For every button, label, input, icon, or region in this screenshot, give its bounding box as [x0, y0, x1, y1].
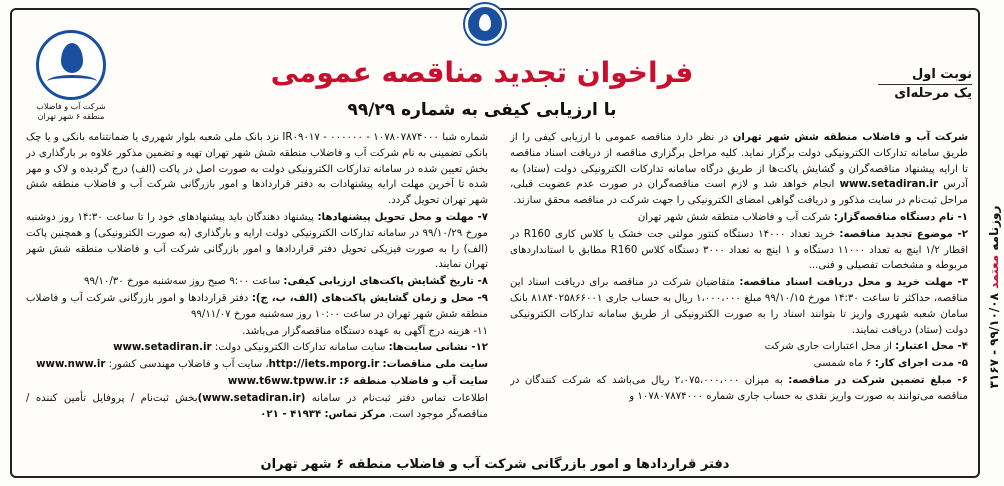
item-6: [510, 373, 968, 405]
item-3-text: متقاضیان شرکت در مناقصه برای دریافت اسناد این مناقصه، حداکثر تا ساعت ۱۴:۳۰ مورخ ۹۹/۱۰/۱۵ مبلغ ۱،۰۰۰،۰۰۰ ریال به حساب جاری ۸۱۸۴۰۲۵۸۶۶۰۰۱ بانک سامان شعبه شهرری واریز تا بتوانند اسناد را به صورت الکترونیکی از طریق سامانه تدارکات الکترونیکی دولت (ستاد) دریافت نمایند.: [510, 277, 968, 336]
item-1: [510, 210, 968, 226]
notice-subtitle: با ارزیابی کیفی به شماره ۹۹/۲۹: [347, 100, 617, 120]
item-3: [510, 275, 968, 338]
item-7-text: پیشنهاد دهندگان باید پیشنهادهای خود را تا ساعت ۱۴:۳۰ روز دوشنبه مورخ ۹۹/۱۰/۲۹ در سامانه تدارکات الکترونیکی دولت ارایه و بارگذاری (به صورت الکترونیکی) و همچنین پاکت (الف) را به صورت فیزیکی تحویل دفتر قراردادها و امور بازرگانی شرکت آب و فاضلاب منطقه شش شهر تهران نمایند.: [26, 211, 488, 271]
item-9: [26, 291, 488, 323]
item-4-label: ۴- محل اعتبار:: [895, 341, 968, 353]
t6ww-site-link[interactable]: www.t6ww.tpww.ir: [227, 375, 336, 387]
site-2-label: سایت ملی مناقصات:: [382, 359, 488, 371]
item-12-label: ۱۲- نشانی سایت‌ها:: [388, 342, 488, 354]
stage-round: نوبت اول: [911, 67, 972, 82]
notice-frame: [10, 8, 980, 478]
intro-company: شرکت آب و فاضلاب منطقه شش شهر تهران: [732, 132, 968, 143]
item-6-text: به میزان ۲،۰۷۵،۰۰۰،۰۰۰ ریال می‌باشد که شرکت کنندگان در مناقصه می‌توانند به صورت واریز نقدی به حساب جاری شماره ۱۰۷۸۰۷۸۷۴۰۰۰ و: [510, 374, 968, 402]
guarantee-continued: [26, 130, 488, 209]
contact-link[interactable]: (www.setadiran.ir): [197, 392, 306, 404]
item-11: [26, 324, 488, 340]
notice-stage: [878, 66, 972, 103]
item-7: [26, 210, 488, 273]
logo-caption-line1: شرکت آب و فاضلاب: [36, 102, 106, 111]
contact-text-2: بخش ثبت‌نام / پروفایل تأمین کننده / مناقصه‌گر موجود است.: [26, 392, 488, 420]
guarantee-text: شماره شبا ۱۰۷۸۰۷۸۷۴۰۰۰ - ۰۰۰۰۰۰ - IR۰۹۰۱۷ نزد بانک ملی شعبه بلوار شهرری یا ضمانتنامه بانکی و یا چک بانکی تضمینی به نام شرکت آب و فاضلاب منطقه شش شهر تهران تهیه و تضمین مذکور علاوه بر بارگذاری در بخش تعیین شده در سامانه تدارکات الکترونیکی دولت به صورت اصل در پاکت (الف) درج گردیده و لاک و مهر شده تا آخرین مهلت ارایه پیشنهادات به دفتر قراردادها و امور بازرگانی شرکت آب و فاضلاب منطقه شش شهر تهران تحویل گردد.: [26, 132, 488, 207]
newspaper-issue: ۹۹/۱۰/۰۸ - ۳۱۶۷: [987, 293, 1001, 389]
item-8: [26, 274, 488, 290]
notice-header: [12, 10, 978, 128]
item-5-text: ۶ ماه شمسی: [813, 358, 872, 370]
site-2: [26, 357, 488, 373]
nww-site-link[interactable]: www.nww.ir: [36, 359, 106, 371]
setad-link[interactable]: www.setadiran.ir: [839, 179, 939, 191]
item-1-label: ۱- نام دستگاه مناقصه‌گزار:: [833, 211, 968, 223]
item-5-label: ۵- مدت اجرای کار:: [874, 358, 968, 370]
item-3-label: ۳- مهلت خرید و محل دریافت اسناد مناقصه:: [739, 277, 968, 289]
intro-text-2: انجام خواهد شد و لازم است مناقصه‌گران در صورت عدم عضویت قبلی، مراحل ثبت‌نام در سایت مذکور و دریافت گواهی امضای الکترونیکی را جهت شرکت در مناقصه محقق سازند.: [510, 179, 968, 207]
item-8-label: ۸- تاریخ گشایش پاکت‌های ارزیابی کیفی:: [283, 276, 488, 288]
setad-site-link[interactable]: www.setadiran.ir: [113, 342, 212, 354]
item-9-text: دفتر قراردادها و امور بازرگانی شرکت آب و فاضلاب منطقه شش شهر تهران در ساعت ۱۰:۰۰ روز سه‌شنبه مورخ ۹۹/۱۱/۰۷: [26, 292, 488, 320]
newspaper-brand: معتمد: [987, 254, 1001, 289]
intro-paragraph: [510, 130, 968, 209]
item-1-text: شرکت آب و فاضلاب منطقه شش شهر تهران: [637, 211, 831, 223]
iets-site-link[interactable]: http://iets.mporg.ir: [268, 359, 380, 371]
logo-caption-line2: منطقه ۶ شهر تهران: [37, 112, 105, 121]
call-center-phone: ۴۱۹۳۴ - ۰۲۱: [260, 408, 322, 420]
notice-footer: دفتر قراردادها و امور بازرگانی شرکت آب و فاضلاب منطقه ۶ شهر تهران: [260, 457, 730, 472]
stage-type: یک مرحله‌ای: [878, 84, 972, 103]
item-2: [510, 227, 968, 274]
left-column: [26, 130, 488, 448]
item-12: [26, 340, 488, 356]
item-9-label: ۹- محل و زمان گشایش پاکت‌های (الف، ب، ج):: [251, 292, 488, 304]
item-11-text: ۱۱- هزینه درج آگهی به عهده دستگاه مناقصه‌گزار می‌باشد.: [242, 325, 488, 337]
site-3: [26, 374, 488, 390]
contact-text: اطلاعات تماس دفتر ثبت‌نام در سامانه: [311, 392, 488, 404]
company-logo: [26, 30, 116, 126]
item-8-text: ساعت ۹:۰۰ صبح روز سه‌شنبه مورخ ۹۹/۱۰/۳۰: [84, 276, 281, 288]
notice-title: فراخوان تجدید مناقصه عمومی: [270, 56, 694, 89]
intro-text: در نظر دارد مناقصه عمومی با ارزیابی کیفی را از طریق سامانه تدارکات الکترونیکی دولت برگزار نماید. کلیه مراحل برگزاری مناقصه از دریافت اسناد مناقصه تا ارایه پیشنهاد مناقصه‌گران و گشایش پاکت‌ها از طریق درگاه سامانه تدارکات الکترونیکی دولت (ستاد) به آدرس: [510, 132, 968, 191]
item-6-label: ۶- مبلغ تضمین شرکت در مناقصه:: [788, 374, 968, 386]
site-3-label: سایت آب و فاضلاب منطقه ۶:: [339, 375, 488, 387]
item-2-text: خرید تعداد ۱۴۰۰۰ دستگاه کنتور مولتی جت خشک یا کلاس کاری R160 در اقطار ۱/۲ اینچ به تعداد ۱۱۰۰۰ دستگاه و ۱ اینچ به تعداد ۳۰۰۰ دستگاه کلاس R160 مطابق با استانداردهای مربوطه و مشخصات تفصیلی و فنی...: [510, 228, 968, 272]
item-4: [510, 339, 968, 355]
item-5: [510, 356, 968, 372]
item-7-label: ۷- مهلت و محل تحویل پیشنهادها:: [317, 211, 488, 223]
item-2-label: ۲- موضوع تجدید مناقصه:: [839, 228, 968, 240]
notice-body: [26, 130, 968, 448]
newspaper-credit: [984, 120, 1004, 480]
contact-info: [26, 391, 488, 423]
logo-caption: [26, 102, 116, 122]
item-12-text: سایت سامانه تدارکات الکترونیکی دولت:: [214, 342, 386, 354]
water-drop-logo-icon: [36, 30, 106, 100]
item-4-text: از محل اعتبارات جاری شرکت: [764, 341, 892, 353]
call-center-label: مرکز تماس:: [324, 408, 386, 420]
newspaper-credit-text: [987, 127, 1001, 467]
right-column: [510, 130, 968, 448]
site-2-text: ، سایت آب و فاضلاب مهندسی کشور:: [108, 359, 269, 371]
newspaper-prefix: روزنامه: [987, 205, 1001, 251]
water-drop-icon: [465, 4, 505, 44]
